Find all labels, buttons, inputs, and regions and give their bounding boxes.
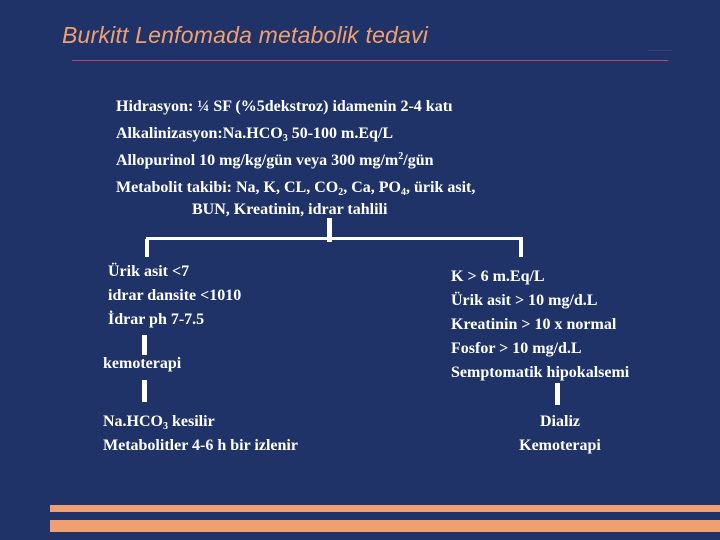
right-criteria <box>451 265 629 385</box>
left-step <box>103 352 181 376</box>
left-criterion-urine-density: idrar dansite <1010 <box>108 287 242 304</box>
treatment-list <box>116 93 475 219</box>
dialysis: Dializ <box>540 413 580 430</box>
left-criterion-urine-ph: İdrar ph 7-7.5 <box>108 311 205 328</box>
left-criteria <box>108 260 241 332</box>
right-criterion-phosphorus: Fosfor > 10 mg/d.L <box>451 340 582 357</box>
right-outcome <box>498 410 622 458</box>
allopurinol-line: Allopurinol 10 mg/kg/gün veya 300 $mg/m^2$/gün <box>116 151 434 169</box>
left-connector-2 <box>142 380 147 402</box>
metabolite-followup: Metabolitler 4-6 h bir izlenir <box>103 437 298 454</box>
alkalinization-line: $Alkalinizasyon:Na.HCO_3$ 50-100 m.Eq/L <box>116 125 394 144</box>
right-criterion-uric-acid: Ürik asit > 10 mg/d.L <box>451 292 598 309</box>
right-branch-connector <box>519 239 523 257</box>
bottom-accent-bar-1 <box>50 505 720 512</box>
title-underline <box>72 60 668 61</box>
bicarbonate-stop: $Na.HCO_3$ kesilir <box>103 413 215 432</box>
right-connector <box>555 383 560 405</box>
hydration-line: Hidrasyon: ¼ SF (%5dekstroz) idamenin 2-4 katı <box>116 98 453 115</box>
right-criterion-potassium: K > 6 m.Eq/L <box>451 268 545 285</box>
left-branch-connector <box>145 239 149 257</box>
slide-title: Burkitt Lenfomada metabolik tedavi <box>62 22 429 48</box>
metabolite-monitoring-line-2: BUN, Kreatinin, idrar tahlili <box>192 201 388 218</box>
chemotherapy-right: Kemoterapi <box>519 437 601 454</box>
chemotherapy-step: kemoterapi <box>103 355 182 372</box>
left-outcome <box>103 410 298 458</box>
right-criterion-creatinine: Kreatinin > 10 x normal <box>451 316 617 333</box>
bottom-accent-bar-2 <box>50 520 720 532</box>
title-rule-accent <box>648 50 672 51</box>
left-criterion-uric-acid: Ürik asit <7 <box>108 263 190 280</box>
metabolite-monitoring-line: Metabolit takibi: Na, K, CL, $CO_2$, Ca, $PO_4$, ürik asit, <box>116 179 476 198</box>
branch-bar <box>146 237 523 240</box>
right-criterion-hypocalcemia: Semptomatik hipokalsemi <box>451 364 630 381</box>
